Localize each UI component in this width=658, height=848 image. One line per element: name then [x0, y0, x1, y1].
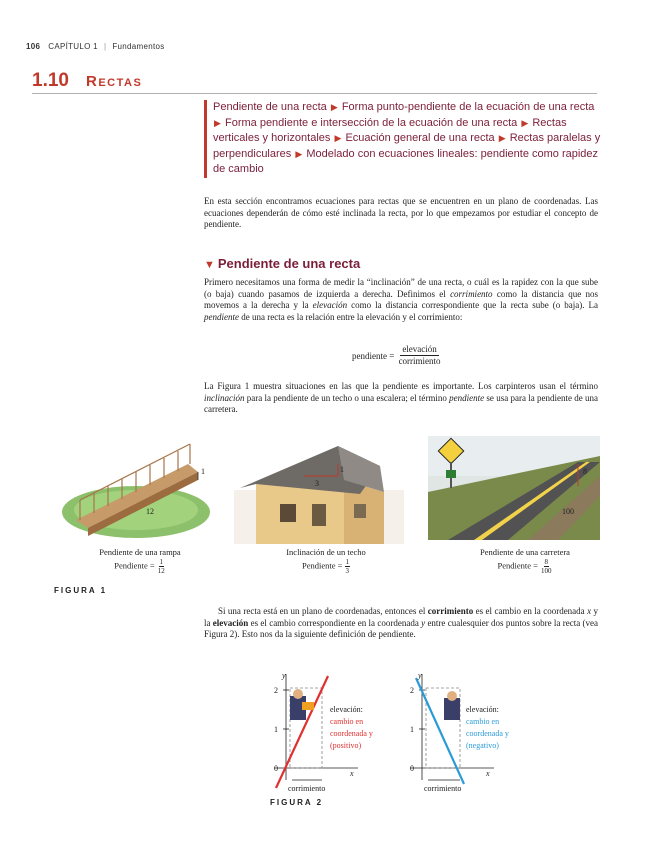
roof-caption: Inclinación de un techo Pendiente = $\frac{1}{3}$ [286, 547, 366, 575]
coordinate-paragraph: Si una recta está en un plano de coordenadas, entonces el corrimiento es el cambio en la coordenada x y la elevación es el cambio correspondiente en la coordenada y entre cualesquier dos puntos sobre la recta (vea Figura 2). Esto nos da la siguiente definición de pendiente. [204, 606, 599, 640]
definition-paragraph: Primero necesitamos una forma de medir la “inclinación” de una recta, o cuál es la rapidez con la que sube (o baja) cuando pasamos de izquierda a derecha. Definimos el corrimiento como la distancia que nos movemos a la derecha y la elevación como la distancia correspondiente que la recta sube (o baja). La pendiente de una recta es la relación entre la elevación y el corrimiento: [204, 277, 598, 323]
intro-paragraph: En esta sección encontramos ecuaciones para rectas que se encuentren en un plano de coordenadas. Las ecuaciones dependerán de cómo esté inclinada la recta, por lo que empezamos por estudiar el concepto de pendiente. [204, 196, 598, 230]
svg-text:1: 1 [274, 725, 278, 734]
svg-text:y: y [418, 671, 422, 680]
topic: Modelado con ecuaciones lineales: pendiente como rapidez de cambio [213, 147, 599, 176]
svg-text:0: 0 [410, 764, 414, 773]
svg-text:y: y [282, 671, 286, 680]
elevation-label: elevación: [466, 705, 499, 714]
svg-text:cambio en: cambio en [330, 717, 364, 726]
arrow-icon: ▶ [214, 117, 221, 128]
svg-text:coordenada y: coordenada y [330, 729, 373, 738]
term-slope: pendiente [204, 312, 239, 323]
chapter-name: Fundamentos [112, 42, 165, 51]
svg-text:(positivo): (positivo) [330, 741, 362, 750]
section-topics [204, 100, 601, 178]
svg-text:2: 2 [410, 686, 414, 695]
figure1-label: FIGURA 1 [54, 586, 108, 595]
ramp-run-label: 12 [146, 507, 154, 516]
formula-numerator: elevación [402, 344, 437, 354]
topic: Pendiente de una recta [213, 101, 327, 113]
positive-slope-graph [262, 668, 392, 794]
arrow-icon: ▶ [295, 148, 303, 159]
road-run-label: 100 [562, 507, 574, 516]
formula-lhs: pendiente = [352, 350, 395, 361]
ramp-rise-label: 1 [201, 467, 205, 476]
svg-text:cambio en: cambio en [466, 717, 500, 726]
svg-text:coordenada y: coordenada y [466, 729, 509, 738]
topic: Rectas verticales y horizontales [213, 116, 567, 145]
running-header: 106 CAPÍTULO 1 | Fundamentos [26, 42, 165, 51]
topic: Ecuación general de una recta [345, 132, 495, 145]
svg-text:(negativo): (negativo) [466, 741, 499, 750]
slope-formula [352, 344, 443, 367]
road-illustration [428, 436, 600, 540]
road-caption: Pendiente de una carretera Pendiente = $\frac{8}{100}$ [480, 547, 570, 575]
formula-denominator: corrimiento [398, 356, 441, 366]
page-number: 106 [26, 42, 41, 51]
run-label: corrimiento [424, 784, 462, 793]
svg-text:2: 2 [274, 686, 278, 695]
arrow-icon: ▶ [498, 133, 506, 144]
arrow-icon: ▶ [521, 117, 529, 128]
arrow-icon: ▶ [330, 102, 338, 112]
subsection-heading [204, 256, 360, 271]
term-run: corrimiento [450, 288, 493, 299]
ramp-illustration [58, 434, 218, 542]
triangle-icon: ▼ [204, 259, 215, 271]
topic: Rectas paralelas y perpendiculares [213, 132, 601, 160]
roof-rise-label: 1 [340, 465, 344, 474]
roof-run-label: 3 [315, 479, 319, 488]
subsection-title: Pendiente de una recta [217, 256, 361, 271]
run-label: corrimiento [288, 784, 326, 793]
svg-text:x: x [486, 769, 490, 778]
topic: Forma punto-pendiente de la ecuación de una recta [341, 101, 595, 113]
ramp-caption: Pendiente de una rampa Pendiente = $\frac{1}{12}$ [99, 547, 181, 575]
roof-illustration [234, 440, 404, 544]
svg-text:1: 1 [410, 725, 414, 734]
section-title: Rectas [86, 73, 143, 90]
figure2-label: FIGURA 2 [270, 798, 324, 807]
chapter-label: CAPÍTULO 1 [48, 42, 98, 51]
section-rule [32, 93, 597, 94]
elevation-label: elevación: [330, 705, 363, 714]
arrow-icon: ▶ [334, 133, 342, 144]
section-number: 1.10 [32, 70, 69, 91]
figure1-paragraph: La Figura 1 muestra situaciones en las que la pendiente es importante. Los carpinteros usan el término inclinación para la pendiente de un techo o una escalera; el término pendiente se usa para la pendiente de una carretera. [204, 381, 598, 415]
svg-text:x: x [350, 769, 354, 778]
svg-text:0: 0 [274, 764, 278, 773]
negative-slope-graph [398, 668, 528, 794]
term-rise: elevación [312, 300, 348, 311]
topic: Forma pendiente e intersección de la ecuación de una recta [224, 116, 518, 129]
road-rise-label: 8 [583, 467, 587, 476]
